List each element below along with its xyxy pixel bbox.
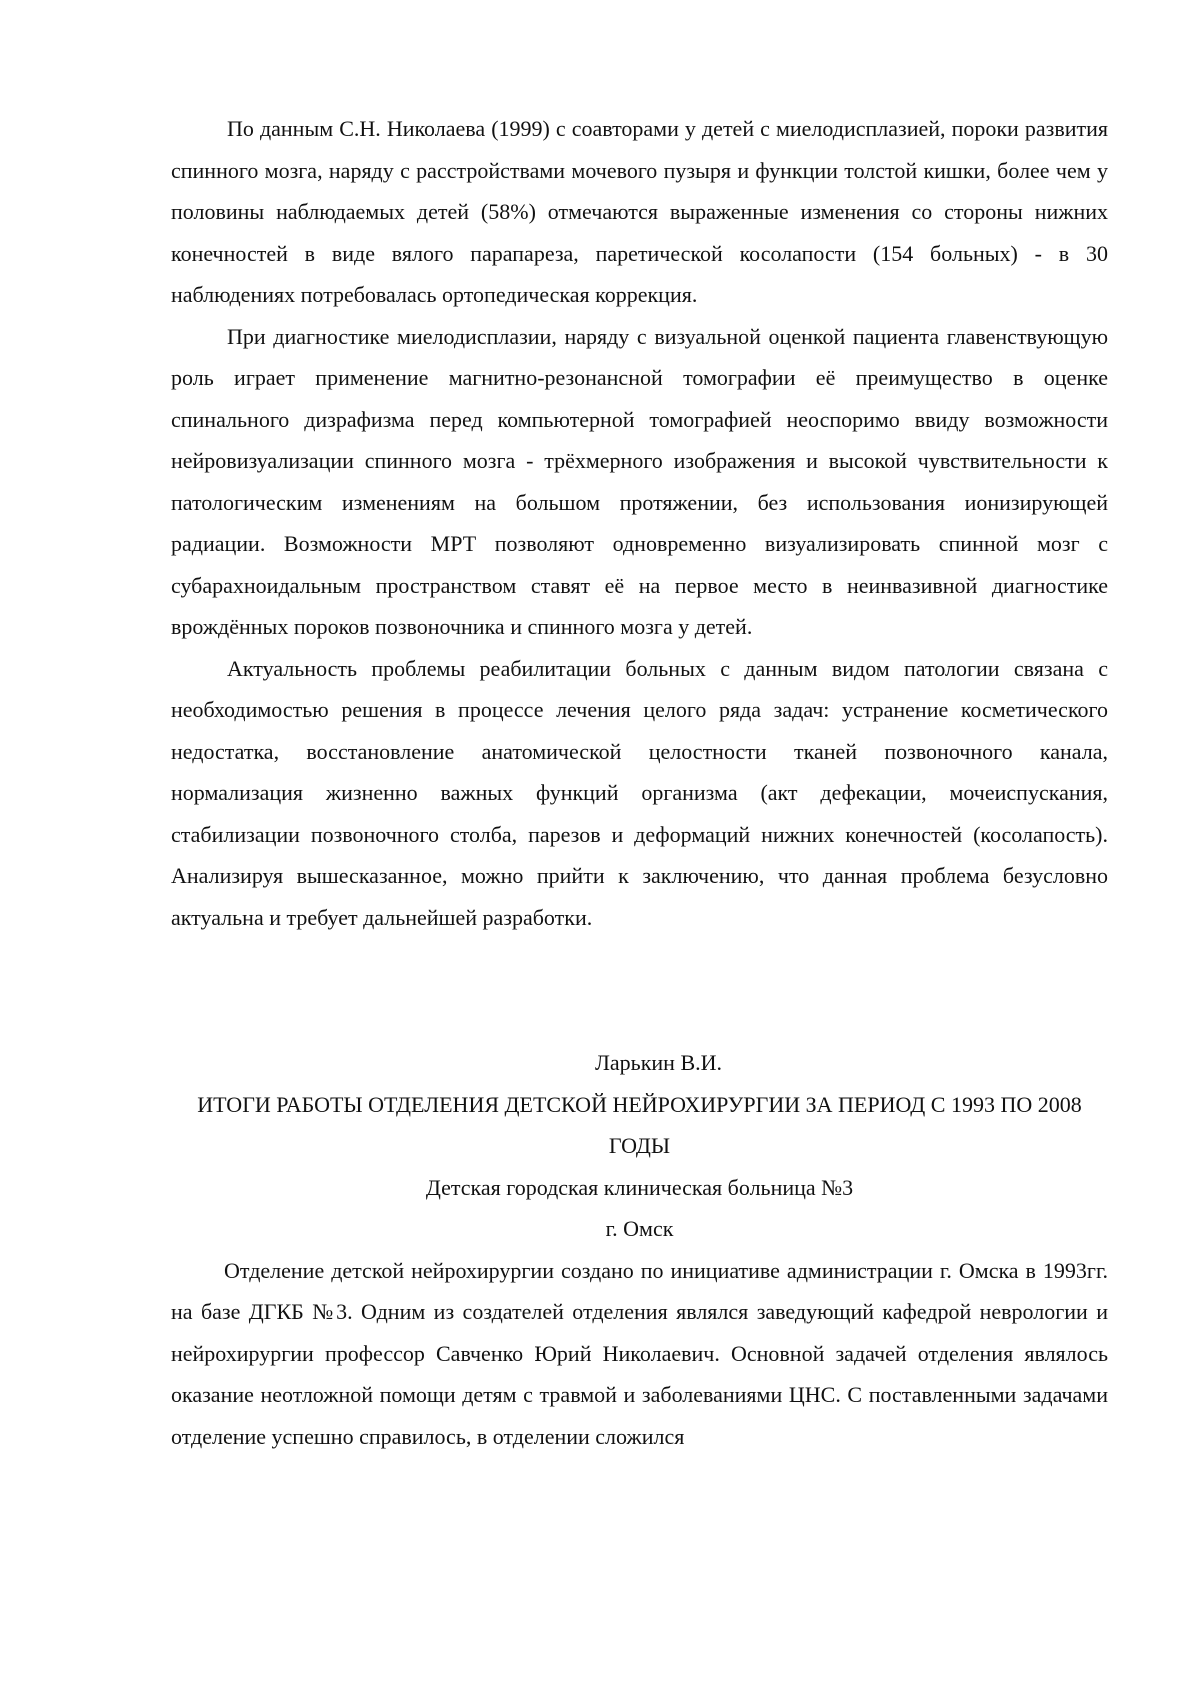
author-name: Ларькин В.И. <box>595 1050 723 1075</box>
document-page <box>171 108 1108 1457</box>
article-title: ИТОГИ РАБОТЫ ОТДЕЛЕНИЯ ДЕТСКОЙ НЕЙРОХИРУРГИИ ЗА ПЕРИОД С 1993 ПО 2008 ГОДЫ <box>197 1091 1082 1158</box>
section-gap <box>171 938 1108 1042</box>
paragraph-department-history: Отделение детской нейрохирургии создано по инициативе администрации г. Омска в 1993гг. на базе ДГКБ №3. Одним из создателей отделения являлся заведующий кафедрой неврологии и нейрохирургии профессор Савченко Юрий Николаевич. Основной задачей отделения являлось оказание неотложной помощи детям с травмой и заболеваниями ЦНС. С поставленными задачами отделение успешно справилось, в отделении сложился <box>171 1257 1108 1449</box>
paragraph-diagnostics: При диагностике миелодисплазии, наряду с визуальной оценкой пациента главенствующую роль играет применение магнитно-резонансной томографии её преимущество в оценке спинального дизрафизма перед компьютерной томографией неоспоримо ввиду возможности нейровизуализации спинного мозга - трёхмерного изображения и высокой чувствительности к патологическим изменениям на большом протяжении, без использования ионизирующей радиации. Возможности МРТ позволяют одновременно визуализировать спинной мозг с субарахноидальным пространством ставят её на первое место в неинвазивной диагностике врождённых пороков позвоночника и спинного мозга у детей. <box>171 323 1108 639</box>
institution-name: Детская городская клиническая больница №3 <box>425 1174 854 1200</box>
paragraph-nikolaev: По данным С.Н. Николаева (1999) с соавторами у детей с миелодисплазией, пороки развития спинного мозга, наряду с расстройствами мочевого пузыря и функции толстой кишки, более чем у половины наблюдаемых детей (58%) отмечаются выраженные изменения со стороны нижних конечностей в виде вялого парапареза, паретической косолапости (154 больных) - в 30 наблюдениях потребовалась ортопедическая коррекция. <box>171 116 1108 307</box>
city-name: г. Омск <box>605 1216 674 1241</box>
paragraph-relevance: Актуальность проблемы реабилитации больных с данным видом патологии связана с необходимостью решения в процессе лечения целого ряда задач: устранение косметического недостатка, восстановление анатомической целостности тканей позвоночного канала, нормализация жизненно важных функций организма (акт дефекации, мочеиспускания, стабилизации позвоночного столба, парезов и деформаций нижних конечностей (косолапость). Анализируя вышесказанное, можно прийти к заключению, что данная проблема безусловно актуальна и требует дальнейшей разработки. <box>171 655 1108 930</box>
